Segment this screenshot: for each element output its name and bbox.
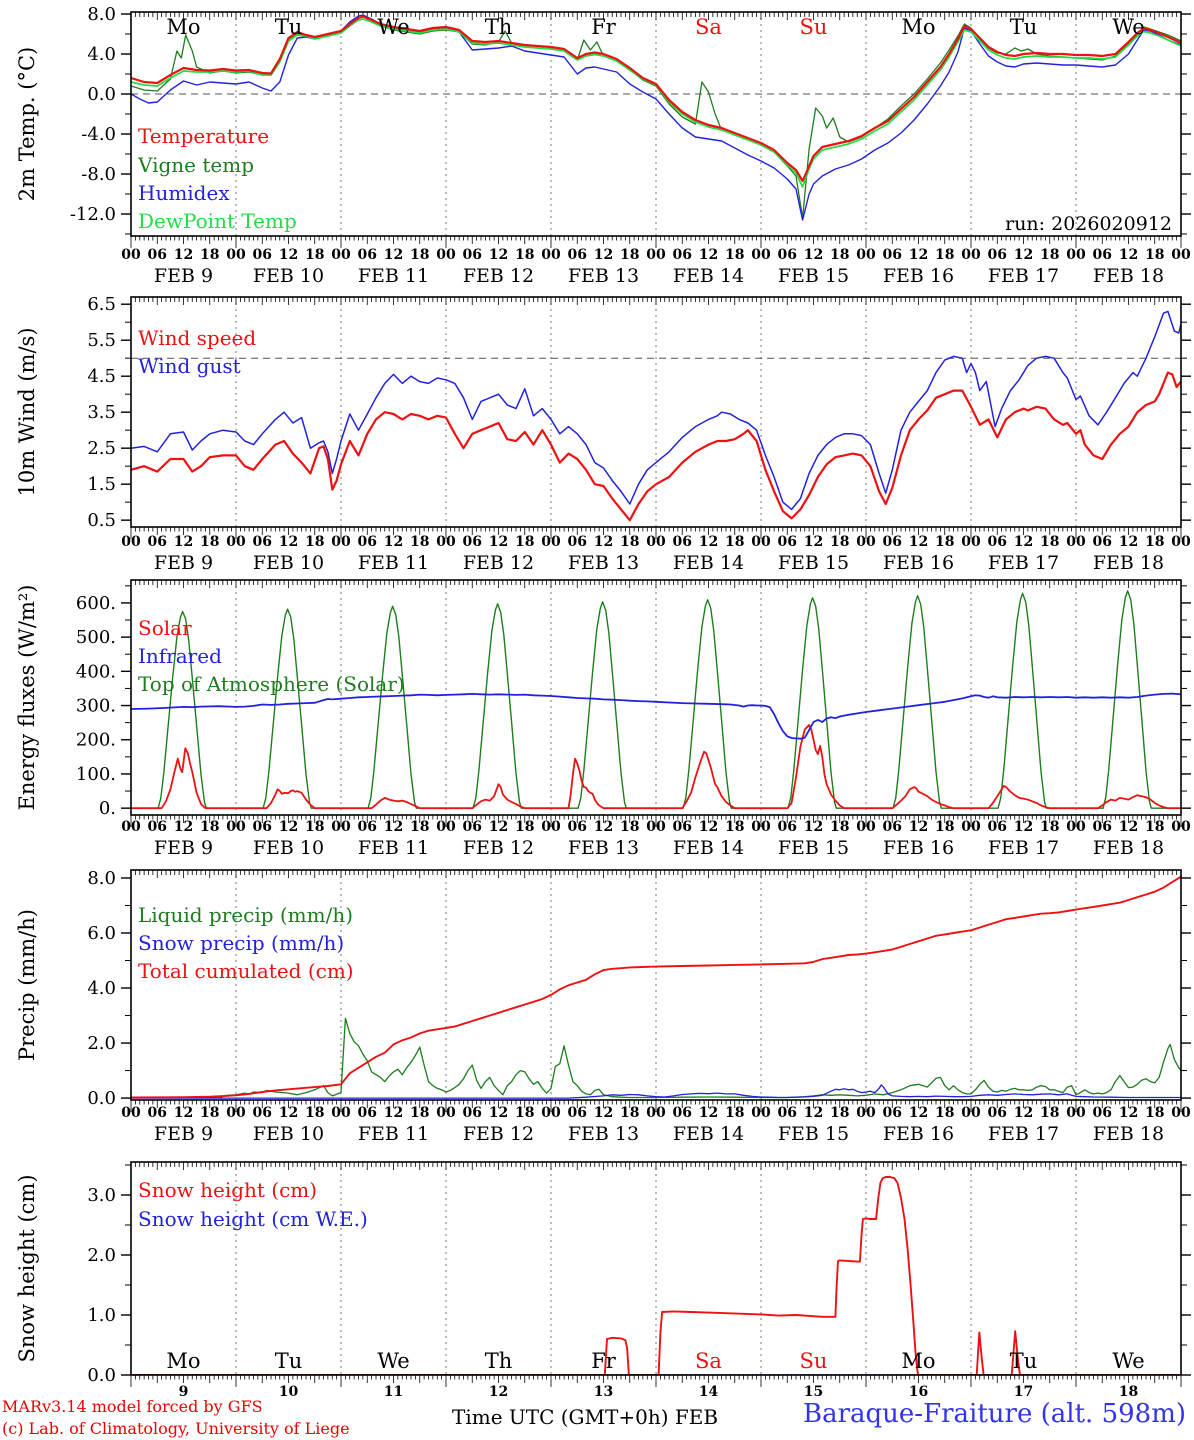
date-label: FEB 16 xyxy=(882,1123,955,1145)
xtick-label: 18 xyxy=(725,819,745,835)
xtick-label: 00 xyxy=(121,819,141,835)
legend-solar: Solar xyxy=(138,616,192,640)
xtick-label: 00 xyxy=(226,819,246,835)
xtick-label: 06 xyxy=(777,1105,797,1121)
xtick-label: 12 xyxy=(908,534,929,550)
xtick-label: 00 xyxy=(1066,534,1086,550)
dayname-label: Fr xyxy=(591,1349,616,1373)
date-label: FEB 14 xyxy=(672,837,745,859)
model-credit-line2: (c) Lab. of Climatology, University of Liege xyxy=(2,1419,350,1438)
xtick-label: 06 xyxy=(882,1105,902,1121)
xtick-label: 12 xyxy=(593,247,614,263)
date-label: FEB 18 xyxy=(1092,1123,1165,1145)
xtick-label: 12 xyxy=(803,534,824,550)
date-label: FEB 13 xyxy=(567,1123,640,1145)
date-label: FEB 10 xyxy=(252,265,325,287)
xtick-label: 06 xyxy=(777,247,797,263)
dayname-label: Mo xyxy=(166,15,201,39)
date-label: FEB 17 xyxy=(987,552,1060,574)
xtick-label: 18 xyxy=(830,1105,850,1121)
ytick-label: 200. xyxy=(75,729,116,751)
xtick-label: 06 xyxy=(882,819,902,835)
legend-total-cumulated-cm-: Total cumulated (cm) xyxy=(138,959,354,983)
ytick-label: 2.0 xyxy=(87,1033,116,1055)
xtick-label: 00 xyxy=(751,1105,771,1121)
xtick-label: 12 xyxy=(278,534,299,550)
ytick-label: 8.0 xyxy=(87,867,116,889)
xtick-label: 06 xyxy=(252,819,272,835)
yaxis-title-energy: Energy fluxes (W/m²) xyxy=(15,584,39,811)
xtick-label: 06 xyxy=(147,819,167,835)
xtick-label: 00 xyxy=(856,534,876,550)
date-label: FEB 16 xyxy=(882,265,955,287)
xtick-label: 06 xyxy=(672,247,692,263)
xtick-label: 12 xyxy=(908,819,929,835)
xtick-label: 12 xyxy=(698,1105,719,1121)
dayname-label: We xyxy=(377,15,410,39)
xtick-label: 12 xyxy=(488,534,509,550)
xtick-label: 12 xyxy=(278,819,299,835)
ytick-label: 0.0 xyxy=(87,1365,116,1386)
yaxis-title-precip: Precip (mm/h) xyxy=(15,908,39,1062)
xtick-label: 06 xyxy=(252,534,272,550)
xtick-label: 00 xyxy=(226,247,246,263)
xtick-label: 12 xyxy=(593,819,614,835)
xtick-label: 00 xyxy=(226,1105,246,1121)
xtick-label: 18 xyxy=(410,247,430,263)
station-name: Baraque-Fraiture (alt. 598m) xyxy=(802,1399,1186,1429)
dayname-label: Sa xyxy=(695,1349,722,1373)
dayname-label: Su xyxy=(799,1349,828,1373)
xtick-label: 00 xyxy=(1066,1105,1086,1121)
series-liquid-precip-mm-h- xyxy=(131,1018,1181,1098)
xtick-label: 18 xyxy=(725,534,745,550)
run-label: run: 2026020912 xyxy=(1005,213,1172,235)
xtick-label: 12 xyxy=(173,247,194,263)
legend-liquid-precip-mm-h-: Liquid precip (mm/h) xyxy=(138,903,354,927)
xtick-label: 06 xyxy=(567,1105,587,1121)
xtick-label: 18 xyxy=(1145,819,1165,835)
date-label: FEB 10 xyxy=(252,837,325,859)
xtick-label: 06 xyxy=(1092,1105,1112,1121)
date-label: FEB 9 xyxy=(153,1123,214,1145)
xtick-label: 06 xyxy=(1092,819,1112,835)
xtick-label: 18 xyxy=(305,247,325,263)
legend-dewpoint-temp: DewPoint Temp xyxy=(138,209,297,233)
xtick-label: 06 xyxy=(567,534,587,550)
xtick-label: 12 xyxy=(1013,534,1034,550)
xtick-label: 06 xyxy=(357,819,377,835)
daynumber-label: 10 xyxy=(278,1384,299,1400)
xtick-label: 18 xyxy=(830,247,850,263)
ytick-label: 1.5 xyxy=(87,474,116,496)
xtick-label: 12 xyxy=(1013,1105,1034,1121)
yaxis-title-wind: 10m Wind (m/s) xyxy=(15,327,39,497)
xtick-label: 18 xyxy=(1145,1105,1165,1121)
legend-vigne-temp: Vigne temp xyxy=(138,153,255,177)
date-label: FEB 14 xyxy=(672,265,745,287)
date-label: FEB 15 xyxy=(777,265,850,287)
xtick-label: 06 xyxy=(567,819,587,835)
dayname-label: We xyxy=(377,1349,410,1373)
series-wind-gust xyxy=(131,311,1181,509)
ytick-label: 500. xyxy=(75,627,116,649)
date-label: FEB 14 xyxy=(672,552,745,574)
xtick-label: 12 xyxy=(383,247,404,263)
xtick-label: 12 xyxy=(1013,819,1034,835)
ytick-label: 0.0 xyxy=(87,1088,116,1110)
ytick-label: 100. xyxy=(75,763,116,785)
xtick-label: 12 xyxy=(383,534,404,550)
date-label: FEB 9 xyxy=(153,552,214,574)
xtick-label: 18 xyxy=(515,247,535,263)
dayname-label: We xyxy=(1112,15,1145,39)
xtick-label: 00 xyxy=(121,247,141,263)
xtick-label: 00 xyxy=(751,247,771,263)
xtick-label: 00 xyxy=(856,1105,876,1121)
ytick-label: -12.0 xyxy=(69,204,116,225)
xtick-label: 06 xyxy=(882,247,902,263)
xtick-label: 18 xyxy=(620,1105,640,1121)
xtick-label: 18 xyxy=(935,534,955,550)
xtick-label: 18 xyxy=(410,819,430,835)
xtick-label: 00 xyxy=(436,819,456,835)
xtick-label: 00 xyxy=(856,247,876,263)
xtick-label: 06 xyxy=(987,534,1007,550)
xtick-label: 12 xyxy=(488,1105,509,1121)
daynumber-label: 15 xyxy=(803,1384,824,1400)
xtick-label: 06 xyxy=(1092,247,1112,263)
xtick-label: 12 xyxy=(173,819,194,835)
dayname-label: Tu xyxy=(274,1349,303,1373)
date-label: FEB 13 xyxy=(567,265,640,287)
date-label: FEB 14 xyxy=(672,1123,745,1145)
xtick-label: 06 xyxy=(777,534,797,550)
daynumber-label: 12 xyxy=(488,1384,509,1400)
xtick-label: 00 xyxy=(961,1105,981,1121)
date-label: FEB 17 xyxy=(987,265,1060,287)
daynumber-label: 11 xyxy=(383,1384,404,1400)
xtick-label: 06 xyxy=(567,247,587,263)
xtick-label: 06 xyxy=(462,819,482,835)
xtick-label: 12 xyxy=(488,819,509,835)
xtick-label: 00 xyxy=(751,534,771,550)
ytick-label: 400. xyxy=(75,661,116,683)
date-label: FEB 10 xyxy=(252,552,325,574)
date-label: FEB 12 xyxy=(462,265,535,287)
xtick-label: 12 xyxy=(173,1105,194,1121)
xtick-label: 06 xyxy=(672,819,692,835)
xtick-label: 00 xyxy=(541,819,561,835)
xtick-label: 18 xyxy=(305,1105,325,1121)
ytick-label: 4.0 xyxy=(87,978,116,1000)
xtick-label: 06 xyxy=(1092,534,1112,550)
xtick-label: 00 xyxy=(436,247,456,263)
dayname-label: Tu xyxy=(1009,15,1038,39)
xtick-label: 18 xyxy=(725,1105,745,1121)
panel-frame xyxy=(131,12,1181,236)
xtick-label: 12 xyxy=(908,1105,929,1121)
xtick-label: 18 xyxy=(725,247,745,263)
xtick-label: 18 xyxy=(935,1105,955,1121)
xtick-label: 00 xyxy=(1171,819,1191,835)
xtick-label: 00 xyxy=(1171,534,1191,550)
ytick-label: 8.0 xyxy=(87,4,116,25)
ytick-label: 300. xyxy=(75,695,116,717)
xtick-label: 00 xyxy=(331,819,351,835)
date-label: FEB 13 xyxy=(567,552,640,574)
xtick-label: 12 xyxy=(173,534,194,550)
dayname-label: We xyxy=(1112,1349,1145,1373)
date-label: FEB 18 xyxy=(1092,837,1165,859)
xtick-label: 06 xyxy=(357,247,377,263)
xtick-label: 06 xyxy=(147,534,167,550)
xtick-label: 18 xyxy=(935,247,955,263)
xtick-label: 12 xyxy=(1118,1105,1139,1121)
ytick-label: 2.5 xyxy=(87,438,116,460)
ytick-label: 0. xyxy=(98,798,116,820)
xtick-label: 00 xyxy=(751,819,771,835)
legend-snow-precip-mm-h-: Snow precip (mm/h) xyxy=(138,931,345,955)
xtick-label: 06 xyxy=(147,1105,167,1121)
xtick-label: 00 xyxy=(121,1105,141,1121)
legend-humidex: Humidex xyxy=(138,181,230,205)
xtick-label: 12 xyxy=(383,819,404,835)
xtick-label: 18 xyxy=(1040,819,1060,835)
ytick-label: -8.0 xyxy=(81,164,116,185)
xtick-label: 06 xyxy=(462,534,482,550)
xtick-label: 18 xyxy=(515,1105,535,1121)
yaxis-title-snow: Snow height (cm) xyxy=(15,1174,39,1363)
ytick-label: -4.0 xyxy=(81,124,116,145)
ytick-label: 4.5 xyxy=(87,366,116,388)
xtick-label: 06 xyxy=(357,1105,377,1121)
legend-snow-height-cm-w-e-: Snow height (cm W.E.) xyxy=(138,1207,368,1231)
xtick-label: 06 xyxy=(147,247,167,263)
xtick-label: 18 xyxy=(200,247,220,263)
xtick-label: 18 xyxy=(830,819,850,835)
xtick-label: 18 xyxy=(410,534,430,550)
xtick-label: 00 xyxy=(961,534,981,550)
date-label: FEB 11 xyxy=(357,552,430,574)
xtick-label: 00 xyxy=(1171,1105,1191,1121)
xtick-label: 00 xyxy=(541,1105,561,1121)
xtick-label: 00 xyxy=(961,247,981,263)
panel-snow xyxy=(15,1162,1191,1400)
legend-wind-speed: Wind speed xyxy=(138,326,257,350)
ytick-label: 0.0 xyxy=(87,84,116,105)
xtick-label: 06 xyxy=(462,1105,482,1121)
dayname-label: Th xyxy=(484,1349,513,1373)
xtick-label: 12 xyxy=(698,247,719,263)
xtick-label: 12 xyxy=(488,247,509,263)
xtick-label: 18 xyxy=(1145,247,1165,263)
xtick-label: 18 xyxy=(1040,1105,1060,1121)
daynumber-label: 18 xyxy=(1118,1384,1139,1400)
model-credit-line1: MARv3.14 model forced by GFS xyxy=(2,1397,263,1416)
xtick-label: 06 xyxy=(777,819,797,835)
xtick-label: 06 xyxy=(987,247,1007,263)
daynumber-label: 17 xyxy=(1013,1384,1034,1400)
xtick-label: 00 xyxy=(856,819,876,835)
panel-precip xyxy=(15,868,1191,1145)
xtick-label: 12 xyxy=(698,534,719,550)
xtick-label: 18 xyxy=(515,534,535,550)
daynumber-label: 9 xyxy=(178,1384,189,1400)
ytick-label: 3.5 xyxy=(87,402,116,424)
xtick-label: 06 xyxy=(462,247,482,263)
xtick-label: 00 xyxy=(646,819,666,835)
xtick-label: 00 xyxy=(646,534,666,550)
series-humidex xyxy=(131,15,1181,220)
date-label: FEB 13 xyxy=(567,837,640,859)
xtick-label: 06 xyxy=(987,1105,1007,1121)
xtick-label: 00 xyxy=(646,1105,666,1121)
xtick-label: 12 xyxy=(908,247,929,263)
dayname-label: Fr xyxy=(591,15,616,39)
xtick-label: 12 xyxy=(1118,534,1139,550)
date-label: FEB 9 xyxy=(153,265,214,287)
ytick-label: 1.0 xyxy=(87,1305,116,1326)
xtick-label: 12 xyxy=(1013,247,1034,263)
xtick-label: 00 xyxy=(331,1105,351,1121)
panel-wind xyxy=(15,294,1191,574)
xtick-label: 18 xyxy=(200,1105,220,1121)
ytick-label: 6.5 xyxy=(87,294,116,316)
xtick-label: 00 xyxy=(1171,247,1191,263)
yaxis-title-temperature: 2m Temp. (°C) xyxy=(15,46,39,202)
ytick-label: 2.0 xyxy=(87,1245,116,1266)
daynumber-label: 14 xyxy=(698,1384,719,1400)
date-label: FEB 12 xyxy=(462,1123,535,1145)
legend-top-of-atmosphere-solar-: Top of Atmosphere (Solar) xyxy=(138,672,405,696)
xtick-label: 06 xyxy=(672,534,692,550)
date-label: FEB 15 xyxy=(777,552,850,574)
dayname-label: Sa xyxy=(695,15,722,39)
ytick-label: 6.0 xyxy=(87,923,116,945)
xtick-label: 12 xyxy=(803,247,824,263)
xtick-label: 00 xyxy=(436,1105,456,1121)
ytick-label: 600. xyxy=(75,592,116,614)
xtick-label: 18 xyxy=(515,819,535,835)
date-label: FEB 17 xyxy=(987,837,1060,859)
xtick-label: 00 xyxy=(646,247,666,263)
xtick-label: 18 xyxy=(1040,534,1060,550)
xtick-label: 12 xyxy=(278,247,299,263)
xtick-label: 18 xyxy=(305,819,325,835)
xtick-label: 12 xyxy=(278,1105,299,1121)
xtick-label: 06 xyxy=(252,1105,272,1121)
date-label: FEB 10 xyxy=(252,1123,325,1145)
xtick-label: 12 xyxy=(803,1105,824,1121)
xtick-label: 12 xyxy=(698,819,719,835)
xtick-label: 06 xyxy=(882,534,902,550)
date-label: FEB 11 xyxy=(357,837,430,859)
date-label: FEB 12 xyxy=(462,837,535,859)
xtick-label: 00 xyxy=(331,247,351,263)
xtick-label: 00 xyxy=(226,534,246,550)
dayname-label: Mo xyxy=(166,1349,201,1373)
xtick-label: 00 xyxy=(121,534,141,550)
date-label: FEB 16 xyxy=(882,837,955,859)
daynumber-label: 13 xyxy=(593,1384,614,1400)
xtick-label: 00 xyxy=(1066,247,1086,263)
xtick-label: 18 xyxy=(305,534,325,550)
date-label: FEB 11 xyxy=(357,1123,430,1145)
xtick-label: 06 xyxy=(357,534,377,550)
xtick-label: 06 xyxy=(252,247,272,263)
dayname-label: Mo xyxy=(901,1349,936,1373)
date-label: FEB 12 xyxy=(462,552,535,574)
date-label: FEB 16 xyxy=(882,552,955,574)
legend-temperature: Temperature xyxy=(138,124,270,148)
xtick-label: 00 xyxy=(1066,819,1086,835)
xtick-label: 18 xyxy=(410,1105,430,1121)
xtick-label: 18 xyxy=(200,819,220,835)
date-label: FEB 18 xyxy=(1092,265,1165,287)
xtick-label: 18 xyxy=(200,534,220,550)
xtick-label: 12 xyxy=(1118,819,1139,835)
ytick-label: 4.0 xyxy=(87,44,116,65)
xtick-label: 12 xyxy=(593,534,614,550)
xtick-label: 12 xyxy=(383,1105,404,1121)
ytick-label: 0.5 xyxy=(87,510,116,532)
dayname-label: Tu xyxy=(274,15,303,39)
legend-wind-gust: Wind gust xyxy=(138,354,241,378)
dayname-label: Su xyxy=(799,15,828,39)
xtick-label: 06 xyxy=(672,1105,692,1121)
date-label: FEB 17 xyxy=(987,1123,1060,1145)
xtick-label: 18 xyxy=(830,534,850,550)
xtick-label: 18 xyxy=(620,247,640,263)
dayname-label: Tu xyxy=(1009,1349,1038,1373)
xtick-label: 00 xyxy=(436,534,456,550)
date-label: FEB 9 xyxy=(153,837,214,859)
dayname-label: Th xyxy=(484,15,513,39)
ytick-label: 3.0 xyxy=(87,1185,116,1206)
xtick-label: 18 xyxy=(620,534,640,550)
date-label: FEB 11 xyxy=(357,265,430,287)
xtick-label: 00 xyxy=(541,247,561,263)
dayname-label: Mo xyxy=(901,15,936,39)
xtick-label: 18 xyxy=(620,819,640,835)
xtick-label: 12 xyxy=(803,819,824,835)
xtick-label: 00 xyxy=(541,534,561,550)
panel-temperature xyxy=(15,4,1191,287)
xtick-label: 18 xyxy=(1145,534,1165,550)
xtick-label: 00 xyxy=(331,534,351,550)
date-label: FEB 15 xyxy=(777,1123,850,1145)
legend-snow-height-cm-: Snow height (cm) xyxy=(138,1178,318,1202)
xtick-label: 12 xyxy=(1118,247,1139,263)
date-label: FEB 18 xyxy=(1092,552,1165,574)
ytick-label: 5.5 xyxy=(87,330,116,352)
xaxis-title: Time UTC (GMT+0h) FEB xyxy=(452,1405,719,1429)
legend-infrared: Infrared xyxy=(138,644,222,668)
panel-energy xyxy=(15,580,1191,859)
xtick-label: 12 xyxy=(593,1105,614,1121)
xtick-label: 18 xyxy=(935,819,955,835)
daynumber-label: 16 xyxy=(908,1384,929,1400)
xtick-label: 18 xyxy=(1040,247,1060,263)
xtick-label: 00 xyxy=(961,819,981,835)
xtick-label: 06 xyxy=(987,819,1007,835)
date-label: FEB 15 xyxy=(777,837,850,859)
